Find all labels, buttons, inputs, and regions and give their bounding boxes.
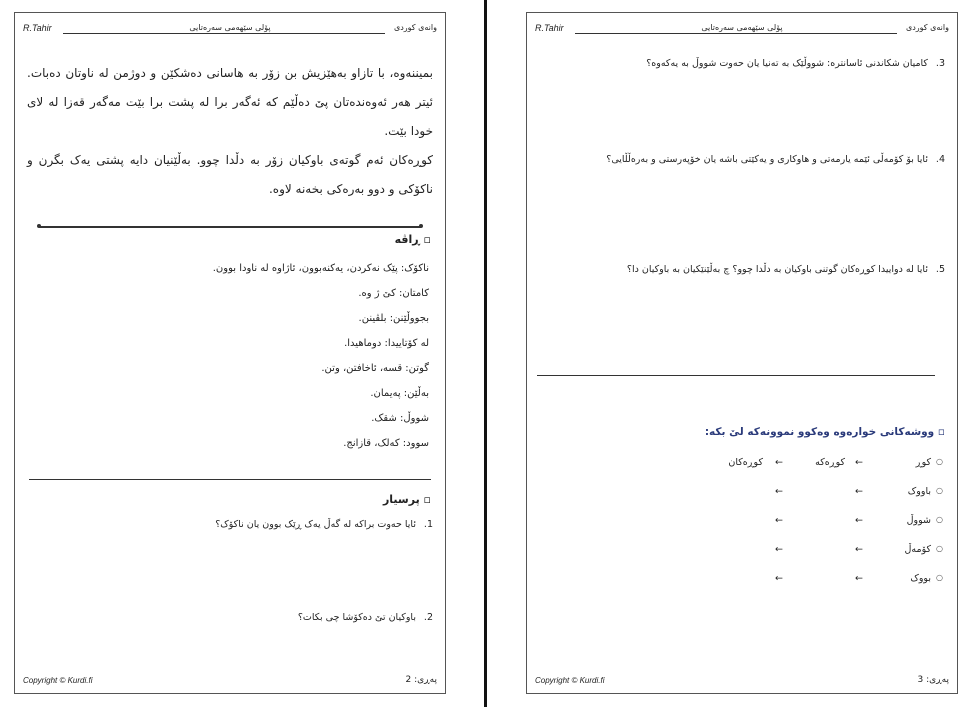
header-subtitle: پۆلی سێهەمی سەرەتایی xyxy=(189,23,271,32)
page-right xyxy=(526,12,958,694)
page-header xyxy=(535,21,949,35)
section-rule xyxy=(537,375,935,376)
bullet-icon: ○ xyxy=(936,573,943,582)
copyright-text: Copyright © Kurdi.fi xyxy=(535,676,605,685)
header-subtitle: پۆلی سێهەمی سەرەتایی xyxy=(701,23,783,32)
exercise-row xyxy=(697,457,943,471)
question-3 xyxy=(539,57,945,70)
question-number: 1. xyxy=(423,519,433,530)
exercise-word: شووڵ xyxy=(906,515,931,526)
exercise-word: کوڕ xyxy=(915,457,931,468)
book-spine-divider xyxy=(484,0,487,707)
rule-endpoint-right xyxy=(419,224,423,228)
glossary-item: شووڵ: شقک. xyxy=(371,413,429,424)
arrow-left-icon: ← xyxy=(855,457,863,468)
arrow-left-icon: ← xyxy=(775,515,783,526)
question-number: 4. xyxy=(935,154,945,165)
glossary-item: بجووڵێنن: بلڤینن. xyxy=(358,313,429,324)
exercise-row xyxy=(697,515,943,529)
question-number: 3. xyxy=(935,58,945,69)
exercise-word: باووک xyxy=(907,486,931,497)
exercise-word: کۆمەڵ xyxy=(904,544,931,555)
bullet-icon: ○ xyxy=(936,486,943,495)
section-rule xyxy=(39,226,421,228)
exercise-plural: کوڕەکان xyxy=(728,457,763,468)
story-paragraph-2: کوڕەکان ئەم گوتەی باوکیان زۆر بە دڵدا چوو. بەڵێنیان دایە پشتی یەک بگرن و ناکۆکی و دوو بەرەکی بخەنە لاوە. xyxy=(27,153,433,196)
glossary-item: لە کۆتاییدا: دوماهیدا. xyxy=(344,338,429,349)
page-number: پەڕی: 2 xyxy=(405,675,437,685)
question-5 xyxy=(539,263,945,276)
arrow-left-icon: ← xyxy=(855,573,863,584)
page-left xyxy=(14,12,446,694)
question-2 xyxy=(27,611,433,624)
glossary-item: سوود: کەلک، قازانج. xyxy=(343,438,429,449)
question-text: باوکیان تێ دەکۆشا چی بکات؟ xyxy=(297,612,416,623)
questions-title: ▫ پرسیار xyxy=(382,493,431,506)
page-number: پەڕی: 3 xyxy=(917,675,949,685)
exercise-row xyxy=(697,544,943,558)
author-name: R.Tahir xyxy=(23,23,52,33)
story-paragraph-1: بمیننەوە، با تازاو بەهێزیش بن زۆر بە هاسانی دەشکێن و دوژمن لە ناوتان دەبات. ئیتر هەر ئەوەندەتان پێ دەڵێم کە ئەگەر برا لە پشت برا بێت مەگەر قەزا لە لای خودا بێت. xyxy=(27,66,433,138)
question-number: 5. xyxy=(935,264,945,275)
arrow-left-icon: ← xyxy=(775,573,783,584)
book-title: وانەی کوردی xyxy=(905,23,949,32)
exercise-row xyxy=(697,486,943,500)
glossary-item: ناکۆک: پێک نەکردن، یەکنەبوون، ئاژاوە لە ناودا بوون. xyxy=(212,263,429,274)
page-header xyxy=(23,21,437,35)
exercise-title: ▫ ووشەکانی خوارەوە وەکوو نموونەکە لێ بکە: xyxy=(704,426,945,438)
exercise-singular: کوڕەکە xyxy=(815,457,845,468)
arrow-left-icon: ← xyxy=(855,515,863,526)
arrow-left-icon: ← xyxy=(775,457,783,468)
arrow-left-icon: ← xyxy=(855,486,863,497)
author-name: R.Tahir xyxy=(535,23,564,33)
vocabulary-title: ▫ ڕاڤە xyxy=(394,233,431,246)
copyright-text: Copyright © Kurdi.fi xyxy=(23,676,93,685)
bullet-icon: ○ xyxy=(936,544,943,553)
exercise-row xyxy=(697,573,943,587)
glossary-item: بەڵێن: پەیمان. xyxy=(370,388,429,399)
section-rule xyxy=(29,479,431,480)
question-4 xyxy=(539,153,945,166)
question-text: ئایا بۆ کۆمەڵی ئێمە یارمەتی و هاوکاری و یەکێتی باشە یان خۆپەرستی و بەرەڵڵایی؟ xyxy=(606,154,928,165)
header-rule xyxy=(575,33,897,34)
bullet-icon: ○ xyxy=(936,515,943,524)
question-number: 2. xyxy=(423,612,433,623)
question-text: ئایا حەوت براکە لە گەڵ یەک ڕێک بوون یان ناکۆک؟ xyxy=(215,519,416,530)
bullet-icon: ○ xyxy=(936,457,943,466)
header-rule xyxy=(63,33,385,34)
question-text: ئایا لە دواییدا کوڕەکان گوتنی باوکیان بە دڵدا چوو؟ چ بەڵێنێکیان بە باوکیان دا؟ xyxy=(626,264,928,275)
exercise-word: بووک xyxy=(910,573,931,584)
glossary-item: کامتان: کێ ژ وە. xyxy=(358,288,429,299)
question-text: کامیان شکاندنی ئاسانترە: شووڵێک بە تەنیا یان حەوت شووڵ بە یەکەوە؟ xyxy=(646,58,928,69)
question-1 xyxy=(27,518,433,531)
arrow-left-icon: ← xyxy=(775,486,783,497)
arrow-left-icon: ← xyxy=(775,544,783,555)
glossary-item: گوتن: قسە، ئاخافتن، وتن. xyxy=(321,363,429,374)
book-title: وانەی کوردی xyxy=(393,23,437,32)
arrow-left-icon: ← xyxy=(855,544,863,555)
